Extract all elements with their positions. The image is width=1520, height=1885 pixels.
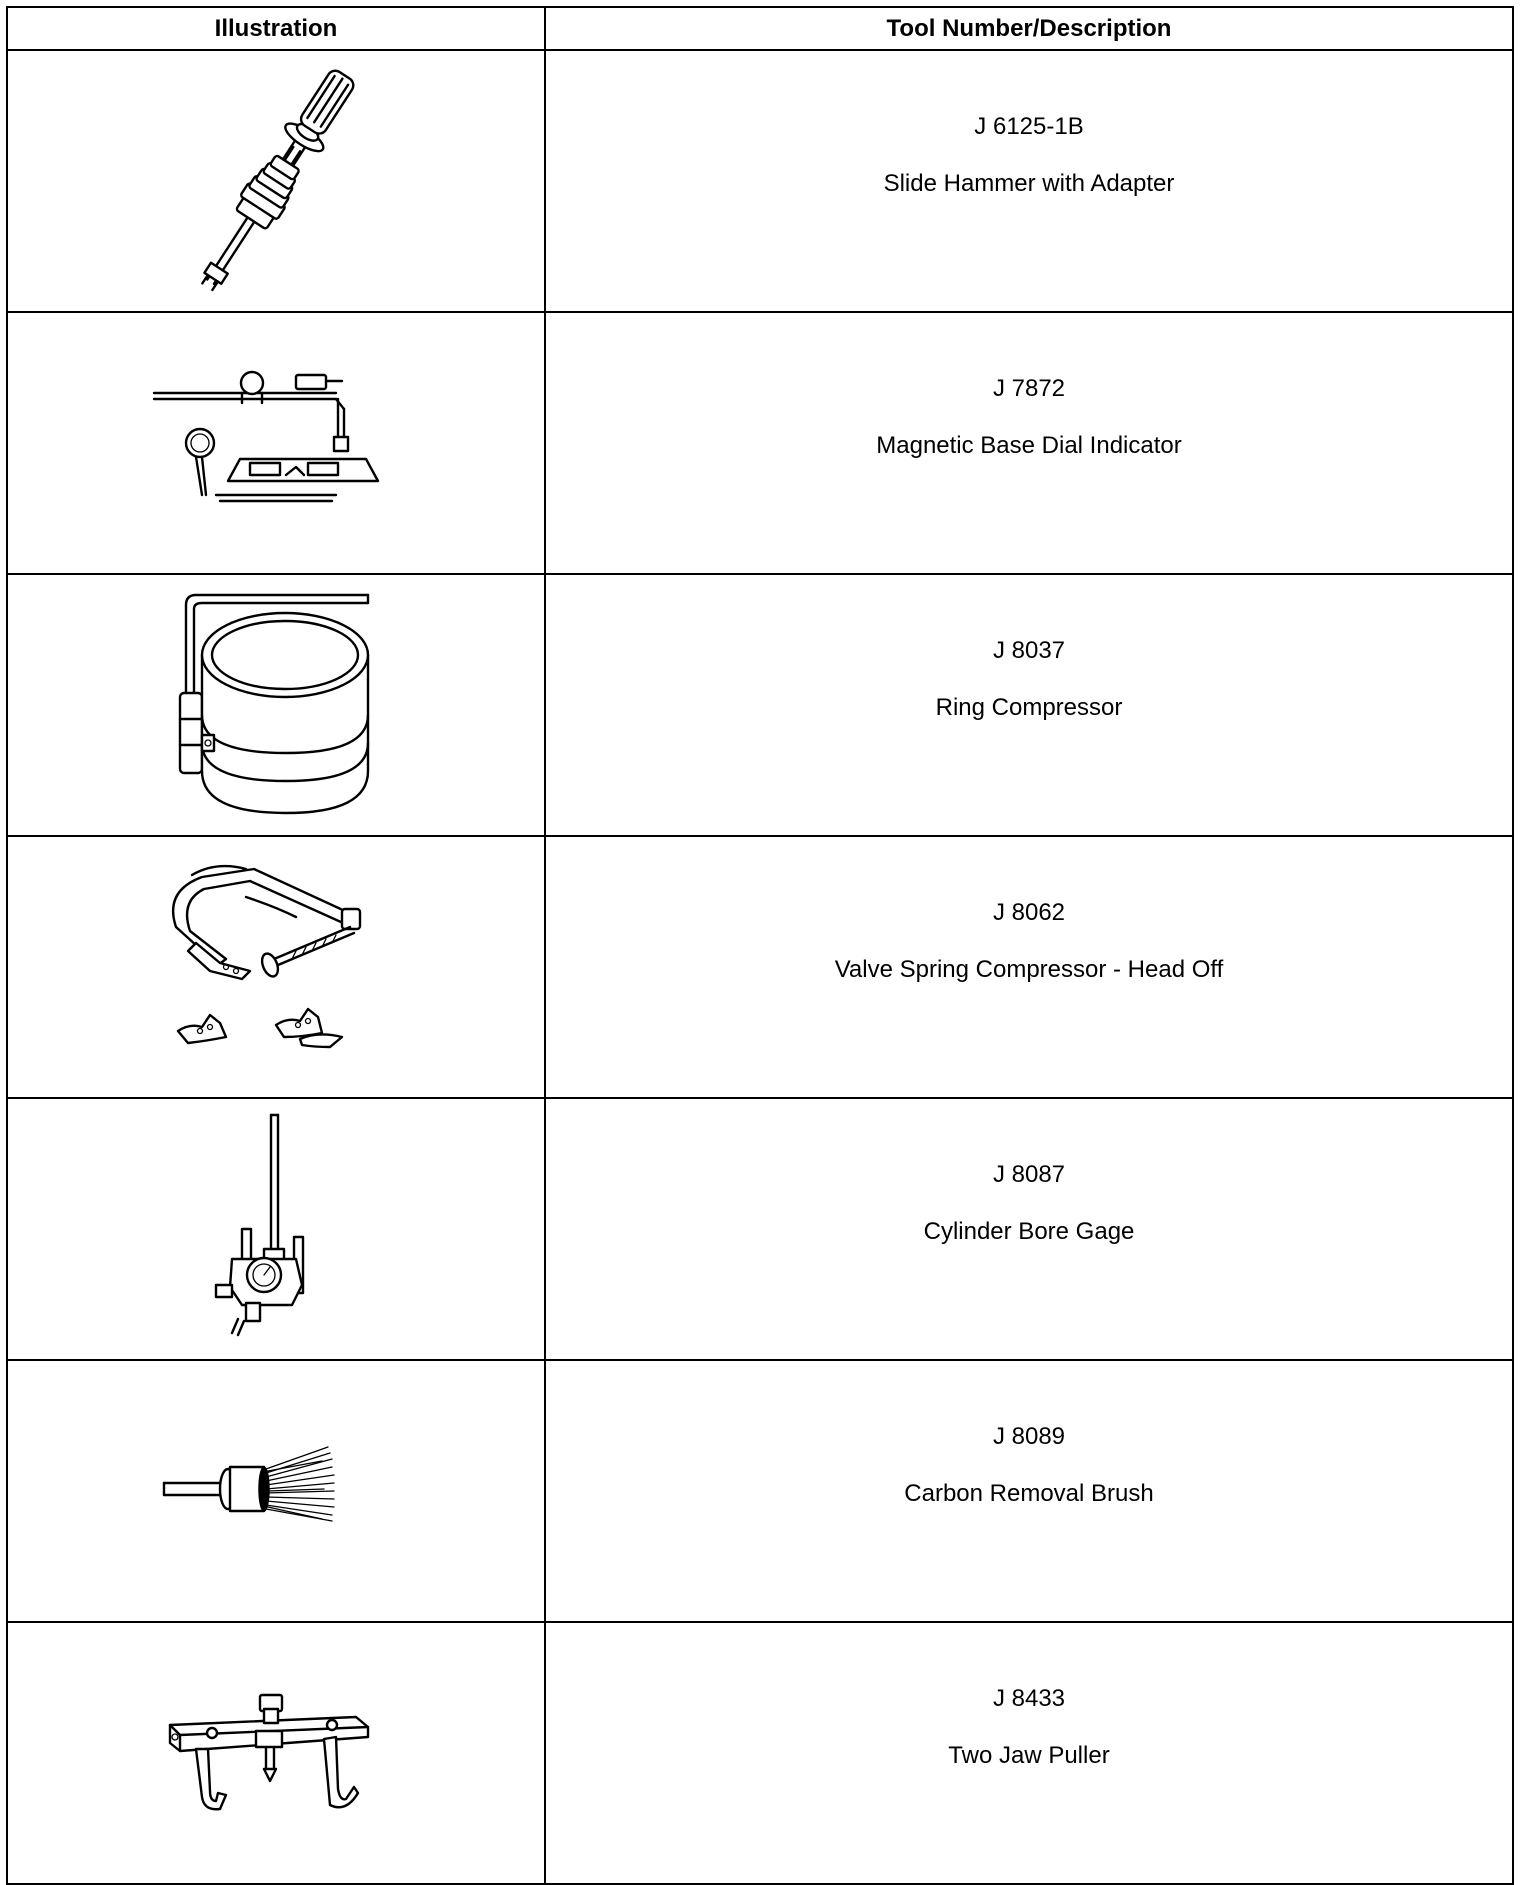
tool-number: J 8062 xyxy=(992,898,1066,926)
illustration-cell xyxy=(7,1098,545,1360)
tool-name: Carbon Removal Brush xyxy=(904,1479,1154,1507)
illustration-cell xyxy=(7,574,545,836)
dial-indicator-icon xyxy=(146,363,406,523)
table-row xyxy=(7,1622,1513,1884)
tool-name: Magnetic Base Dial Indicator xyxy=(876,431,1182,459)
table-row xyxy=(7,50,1513,312)
description-cell xyxy=(545,312,1513,574)
illustration-cell xyxy=(7,1622,545,1884)
tool-number: J 8089 xyxy=(992,1422,1066,1450)
table-row xyxy=(7,1098,1513,1360)
tool-name: Two Jaw Puller xyxy=(948,1741,1110,1769)
illustration-cell xyxy=(7,312,545,574)
tool-number: J 8037 xyxy=(992,636,1066,664)
bore-gage-icon xyxy=(146,1109,406,1349)
tool-name: Cylinder Bore Gage xyxy=(923,1217,1135,1245)
tool-number: J 6125-1B xyxy=(974,112,1084,140)
illustration-cell xyxy=(7,50,545,312)
special-tools-table xyxy=(6,6,1514,1885)
description-cell xyxy=(545,574,1513,836)
valve-spring-compressor-icon xyxy=(146,847,406,1087)
table-row xyxy=(7,1360,1513,1622)
tool-name: Slide Hammer with Adapter xyxy=(883,169,1175,197)
table-row xyxy=(7,836,1513,1098)
tool-name: Valve Spring Compressor - Head Off xyxy=(834,955,1224,983)
description-cell xyxy=(545,1622,1513,1884)
table-header-row xyxy=(7,7,1513,50)
description-cell xyxy=(545,836,1513,1098)
two-jaw-puller-icon xyxy=(146,1673,406,1833)
tool-number: J 7872 xyxy=(992,374,1066,402)
table-row xyxy=(7,574,1513,836)
illustration-cell xyxy=(7,1360,545,1622)
tool-number: J 8433 xyxy=(992,1684,1066,1712)
description-cell xyxy=(545,1360,1513,1622)
tool-number: J 8087 xyxy=(992,1160,1066,1188)
description-cell xyxy=(545,50,1513,312)
description-cell xyxy=(545,1098,1513,1360)
description-column-header: Tool Number/Description xyxy=(545,7,1513,50)
carbon-brush-icon xyxy=(146,1431,406,1551)
illustration-column-header: Illustration xyxy=(7,7,545,50)
illustration-cell xyxy=(7,836,545,1098)
slide-hammer-icon xyxy=(146,61,406,301)
table-row xyxy=(7,312,1513,574)
tool-name: Ring Compressor xyxy=(935,693,1123,721)
ring-compressor-icon xyxy=(146,585,406,825)
